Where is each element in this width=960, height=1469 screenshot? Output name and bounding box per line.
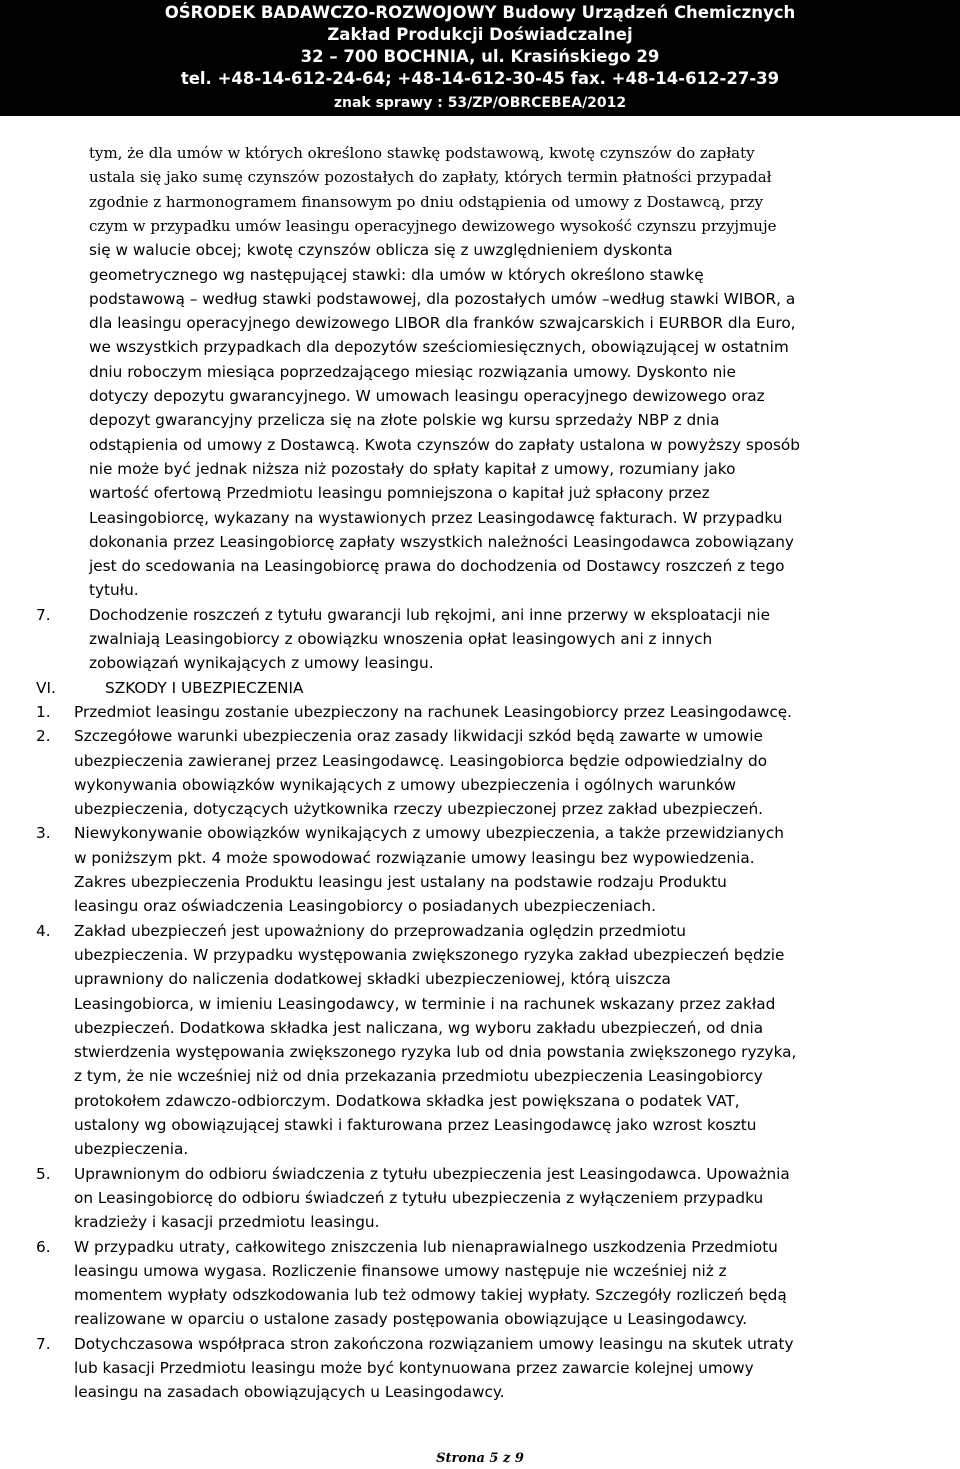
text-line: geometrycznego wg następującej stawki: dla umów w których określono stawkę (89, 265, 704, 284)
text-line: podstawową – według stawki podstawowej, dla pozostałych umów –według stawki WIBOR, a (89, 289, 796, 308)
item-number: 6. (36, 1237, 51, 1256)
text-line: zobowiązań wynikających z umowy leasingu. (89, 654, 434, 673)
text-line: odstąpienia od umowy z Dostawcą. Kwota czynszów do zapłaty ustalona w powyższy sposób (89, 435, 800, 454)
text-line: dla leasingu operacyjnego dewizowego LIBOR dla franków szwajcarskich i EURBOR dla Euro, (89, 314, 796, 333)
text-line: Leasingobiorcę, wykazany na wystawionych przez Leasingodawcę fakturach. W przypadku (89, 508, 783, 527)
page-number: Strona 5 z 9 (436, 1451, 524, 1466)
text-line: dotyczy depozytu gwarancyjnego. W umowach leasingu operacyjnego dewizowego oraz (89, 387, 765, 405)
text-line: dniu roboczym miesiąca poprzedzającego miesiąc rozwiązania umowy. Dyskonto nie (89, 362, 736, 381)
text-line: leasingu oraz oświadczenia Leasingobiorcy o posiadanych ubezpieczeniach. (74, 897, 656, 916)
text-line: dokonania przez Leasingobiorcę zapłaty wszystkich należności Leasingodawca zobowiązany (89, 532, 794, 551)
text-line: Niewykonywanie obowiązków wynikających z umowy ubezpieczenia, a także przewidzianych (74, 824, 784, 843)
text-line: ubezpieczenia, dotyczących użytkownika rzeczy ubezpieczonej przez zakład ubezpieczeń. (74, 800, 764, 819)
text-line: kradzieży i kasacji przedmiotu leasingu. (74, 1213, 380, 1232)
item-number: 5. (36, 1164, 51, 1183)
text-line: Uprawnionym do odbioru świadczenia z tytułu ubezpieczenia jest Leasingodawca. Upoważnia (74, 1164, 790, 1183)
text-line: depozyt gwarancyjny przelicza się na złote polskie wg kursu sprzedaży NBP z dnia (89, 411, 720, 430)
text-line: tytułu. (89, 581, 139, 600)
item-number: 4. (36, 921, 51, 940)
item-number: 1. (36, 702, 51, 721)
text-line: ubezpieczenia zawieranej przez Leasingodawcę. Leasingobiorca będzie odpowiedzialny do (74, 751, 768, 770)
text-line: lub kasacji Przedmiotu leasingu może być kontynuowana przez zawarcie kolejnej umowy (74, 1359, 754, 1377)
text-line: Dotychczasowa współpraca stron zakończona rozwiązaniem umowy leasingu na skutek utraty (74, 1334, 794, 1353)
text-line: ubezpieczeń. Dodatkowa składka jest naliczana, wg wyboru zakładu ubezpieczeń, od dnia (74, 1018, 764, 1037)
text-line: ubezpieczenia. W przypadku występowania zwiększonego ryzyka zakład ubezpieczeń będzie (74, 945, 785, 964)
case-reference: znak sprawy : 53/ZP/OBRCEBEA/2012 (333, 95, 627, 111)
text-line: ubezpieczenia. (74, 1140, 189, 1159)
text-line: wykonywania obowiązków wynikających z umowy ubezpieczenia i ogólnych warunków (74, 775, 736, 794)
text-line: wartość ofertową Przedmiotu leasingu pomniejszona o kapitał już spłacony przez (89, 484, 710, 503)
text-line: zwalniają Leasingobiorcy z obowiązku wnoszenia opłat leasingowych ani z innych (89, 630, 713, 648)
text-line: stwierdzenia występowania zwiększonego ryzyka lub od dnia powstania zwiększonego ryzyka, (74, 1043, 797, 1062)
institution-name: OŚRODEK BADAWCZO-ROZWOJOWY Budowy Urządzeń Chemicznych (164, 3, 796, 22)
text-line: tym, że dla umów w których określono stawkę podstawową, kwotę czynszów do zapłaty (89, 144, 755, 162)
text-line: Zakres ubezpieczenia Produktu leasingu jest ustalany na podstawie rodzaju Produktu (74, 873, 727, 891)
department-name: Zakład Produkcji Doświadczalnej (327, 25, 633, 44)
text-line: momentem wypłaty odszkodowania lub też odmowy takiej wypłaty. Szczegóły rozliczeń będą (74, 1286, 787, 1305)
item-number: 7. (36, 1334, 51, 1353)
text-line: Przedmiot leasingu zostanie ubezpieczony na rachunek Leasingobiorcy przez Leasingodawcę. (74, 702, 793, 721)
text-line: protokołem zdawczo-odbiorczym. Dodatkowa składka jest powiększana o podatek VAT, (74, 1091, 740, 1110)
text-line: nie może być jednak niższa niż pozostały do spłaty kapitał z umowy, rozumiany jako (89, 459, 736, 478)
text-line: Dochodzenie roszczeń z tytułu gwarancji lub rękojmi, ani inne przerwy w eksploatacji nie (89, 605, 771, 624)
item-number: 2. (36, 727, 51, 746)
text-line: Szczegółowe warunki ubezpieczenia oraz zasady likwidacji szkód będą zawarte w umowie (74, 727, 763, 746)
item-number: 3. (36, 824, 51, 843)
text-line: w poniższym pkt. 4 może spowodować rozwiązanie umowy leasingu bez wypowiedzenia. (74, 848, 755, 867)
text-line: jest do scedowania na Leasingobiorcę prawa do dochodzenia od Dostawcy roszczeń z tego (89, 557, 785, 576)
text-line: on Leasingobiorcę do odbioru świadczeń z tytułu ubezpieczenia z wyłączeniem przypadku (74, 1188, 764, 1207)
letterhead (0, 0, 960, 116)
text-line: uprawniony do naliczenia dodatkowej składki ubezpieczeniowej, którą uiszcza (74, 970, 671, 989)
section-title: SZKODY I UBEZPIECZENIA (105, 678, 304, 697)
text-line: czym w przypadku umów leasingu operacyjnego dewizowego wysokość czynszu przyjmuje (89, 216, 777, 235)
item-number: 7. (36, 605, 51, 624)
address: 32 – 700 BOCHNIA, ul. Krasińskiego 29 (300, 47, 660, 66)
text-line: realizowane w oparciu o ustalone zasady postępowania obowiązujące u Leasingodawcy. (74, 1310, 748, 1329)
text-line: Zakład ubezpieczeń jest upoważniony do przeprowadzania oględzin przedmiotu (74, 921, 686, 940)
text-line: W przypadku utraty, całkowitego zniszczenia lub nienaprawialnego uszkodzenia Przedmiotu (74, 1237, 778, 1256)
text-line: się w walucie obcej; kwotę czynszów oblicza się z uwzględnieniem dyskonta (89, 241, 673, 260)
section-number: VI. (36, 678, 56, 697)
text-line: leasingu na zasadach obowiązujących u Leasingodawcy. (74, 1383, 505, 1402)
text-line: Leasingobiorca, w imieniu Leasingodawcy, w terminie i na rachunek wskazany przez zakład (74, 994, 776, 1013)
text-line: leasingu umowa wygasa. Rozliczenie finansowe umowy następuje nie wcześniej niż z (74, 1261, 727, 1280)
contact-phones: tel. +48-14-612-24-64; +48-14-612-30-45 fax. +48-14-612-27-39 (180, 69, 780, 88)
text-line: ustala się jako sumę czynszów pozostałych do zapłaty, których termin płatności przypadał (89, 168, 772, 187)
text-line: ustalony wg obowiązującej stawki i fakturowana przez Leasingodawcę jako wzrost kosztu (74, 1116, 757, 1134)
text-line: we wszystkich przypadkach dla depozytów sześciomiesięcznych, obowiązującej w ostatnim (89, 338, 789, 357)
text-line: z tym, że nie wcześniej niż od dnia przekazania przedmiotu ubezpieczenia Leasingobiorcy (74, 1067, 763, 1086)
text-line: zgodnie z harmonogramem finansowym po dniu odstąpienia od umowy z Dostawcą, przy (89, 192, 764, 211)
